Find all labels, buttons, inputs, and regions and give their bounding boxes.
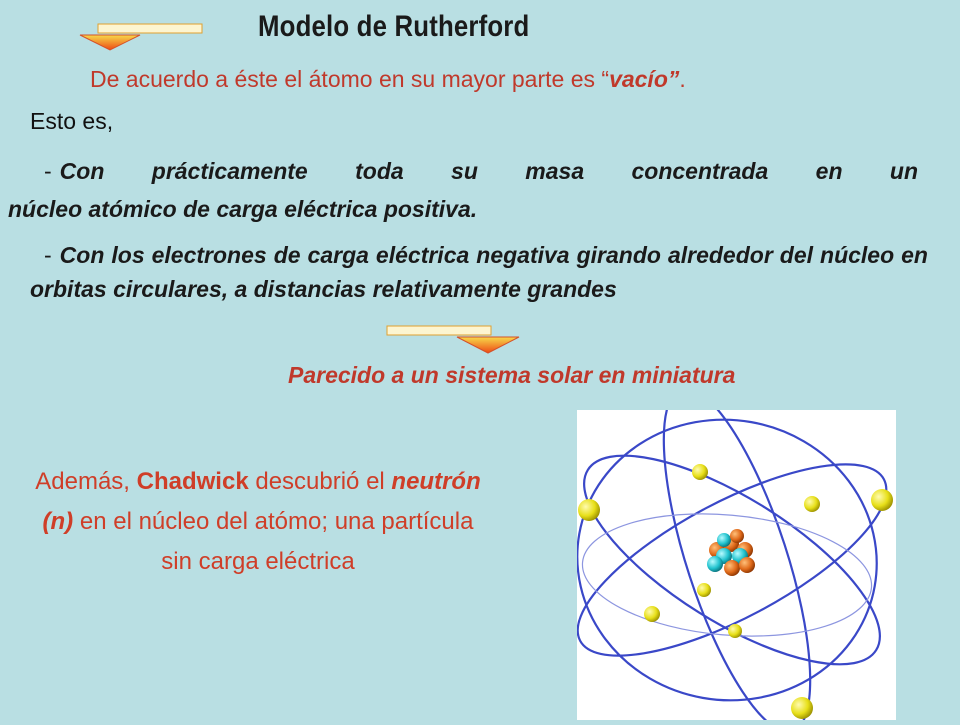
down-arrow-icon [78,22,204,52]
intro-emphasis: vacío” [609,66,680,92]
bullet-2-dash: - [44,242,52,268]
solar-system-conclusion: Parecido a un sistema solar en miniatura [288,362,736,388]
nucleus [707,529,755,576]
intro-prefix: De acuerdo a éste el átomo en su mayor parte es “ [90,66,610,92]
bullet-1-dash: - [44,158,52,184]
bullet-2 [30,238,928,306]
chadwick-name: Chadwick [136,468,249,495]
chadwick-part-2: descubrió el [248,468,392,495]
down-arrow-icon [385,322,521,354]
bullet-2-text: Con los electrones de carga eléctrica negativa girando alrededor del núcleo en orbitas circulares, a distancias relativamente grandes [30,242,928,302]
bullet-1-line-1 [44,154,918,188]
slide-title: Modelo de Rutherford [258,10,530,43]
bullet-1-line-2: núcleo atómico de carga eléctrica positiva. [8,196,478,222]
atom-illustration [577,410,896,720]
chadwick-note [28,462,488,582]
chadwick-part-1: Además, [35,468,137,495]
neutron-term: neutrón (n) [42,468,481,535]
esto-es-text: Esto es, [30,108,114,134]
atom-model-icon [577,410,896,720]
chadwick-part-3: en el núcleo del atómo; una partícula sin carga eléctrica [73,508,474,575]
intro-suffix: . [679,66,686,92]
bullet-1-text-1: Con prácticamente toda su masa concentrada en un [59,158,918,184]
intro-text [90,66,686,93]
